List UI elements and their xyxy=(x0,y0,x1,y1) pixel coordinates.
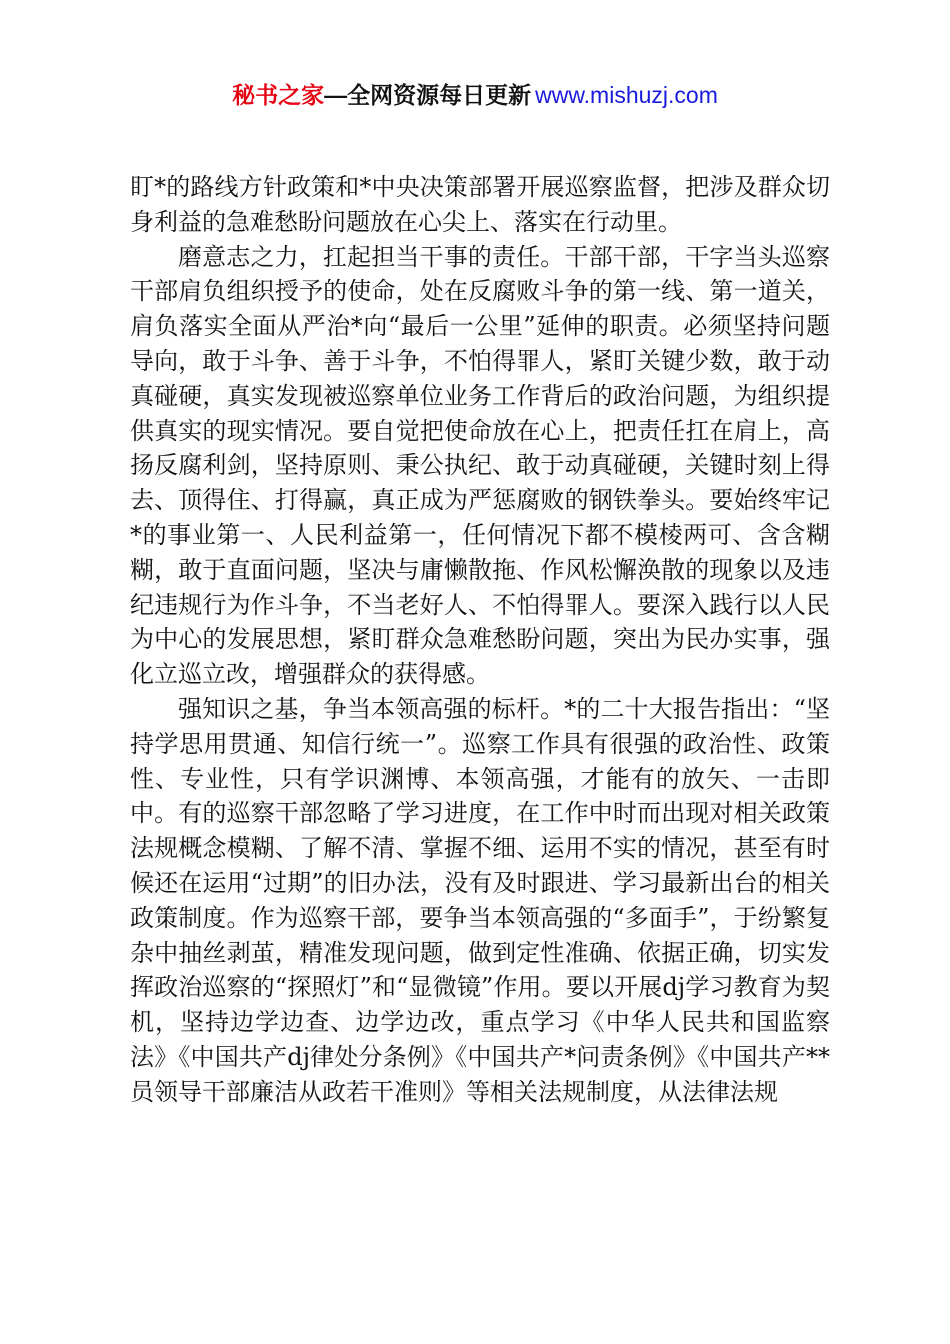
paragraph-knowledge-base: 强知识之基，争当本领高强的标杆。*的二十大报告指出：“坚持学思用贯通、知信行统一”。巡察工作具有很强的政治性、政策性、专业性，只有学识渊博、本领高强，才能有的放矢、一击即中。有的巡察干部忽略了学习进度，在工作中时而出现对相关政策法规概念模糊、了解不清、掌握不细、运用不实的情况，甚至有时候还在运用“过期”的旧办法，没有及时跟进、学习最新出台的相关政策制度。作为巡察干部，要争当本领高强的“多面手”，于纷繁复杂中抽丝剥茧，精准发现问题，做到定性准确、依据正确，切实发挥政治巡察的“探照灯”和“显微镜”作用。要以开展dj学习教育为契机，坚持边学边查、边学边改，重点学习《中华人民共和国监察法》《中国共产dj律处分条例》《中国共产*问责条例》《中国共产**员领导干部廉洁从政若干准则》等相关法规制度，从法律法规 xyxy=(130,694,830,1106)
paragraph-will-power: 磨意志之力，扛起担当干事的责任。干部干部，干字当头巡察干部肩负组织授予的使命，处在反腐败斗争的第一线、第一道关，肩负落实全面从严治*向“最后一公里”延伸的职责。必须坚持问题导向，敢于斗争、善于斗争，不怕得罪人，紧盯关键少数，敢于动真碰硬，真实发现被巡察单位业务工作背后的政治问题，为组织提供真实的现实情况。要自觉把使命放在心上，把责任扛在肩上，高扬反腐利剑，坚持原则、秉公执纪、敢于动真碰硬，关键时刻上得去、顶得住、打得赢，真正成为严惩腐败的钢铁拳头。要始终牢记*的事业第一、人民利益第一，任何情况下都不模棱两可、含含糊糊，敢于直面问题，坚决与庸懒散拖、作风松懈涣散的现象以及违纪违规行为作斗争，不当老好人、不怕得罪人。要深入践行以人民为中心的发展思想，紧盯群众急难愁盼问题，突出为民办实事，强化立巡立改，增强群众的获得感。 xyxy=(130,242,830,689)
site-header xyxy=(0,78,950,112)
site-url-link[interactable]: www.mishuzj.com xyxy=(535,82,718,108)
paragraph-continuation: 盯*的路线方针政策和*中央决策部署开展巡察监督，把涉及群众切身利益的急难愁盼问题放在心尖上、落实在行动里。 xyxy=(130,173,830,236)
brand-name: 秘书之家 xyxy=(232,82,325,108)
header-slogan: 全网资源每日更新 xyxy=(347,82,532,108)
header-dash: — xyxy=(324,82,348,108)
document-body xyxy=(130,170,830,1110)
